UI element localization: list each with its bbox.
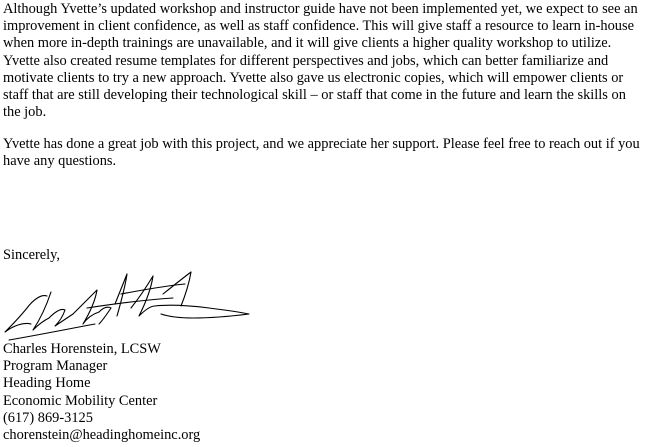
signer-email: chorenstein@headinghomeinc.org [3, 427, 201, 444]
signer-department: Economic Mobility Center [3, 392, 158, 409]
signer-title: Program Manager [3, 358, 108, 375]
body-paragraph-1: Although Yvette’s updated workshop and instructor guide have not been implemented yet, we expect to see an improvement in client confidence, as well as staff confidence. This will give staff a resource to learn in-house when more in-depth trainings are unavailable, and it will give clients a higher quality workshop to utilize. Yvette also created resume templates for different perspectives and jobs, which can better familiarize and motivate clients to try a new approach. Yvette also gave us electronic copies, which will empower clients or staff that are still developing their technological skill – or staff that come in the future and learn the skills on the job. [3, 1, 638, 121]
signer-phone: (617) 869-3125 [3, 409, 93, 426]
signer-name: Charles Horenstein, LCSW [3, 341, 161, 357]
body-paragraph-2: Yvette has done a great job with this project, and we appreciate her support. Please feel free to reach out if you have any questions. [3, 136, 640, 170]
closing-salutation: Sincerely, [3, 247, 61, 263]
signature-block [3, 341, 200, 444]
signer-organization: Heading Home [3, 375, 91, 392]
handwritten-signature-icon [3, 264, 253, 342]
